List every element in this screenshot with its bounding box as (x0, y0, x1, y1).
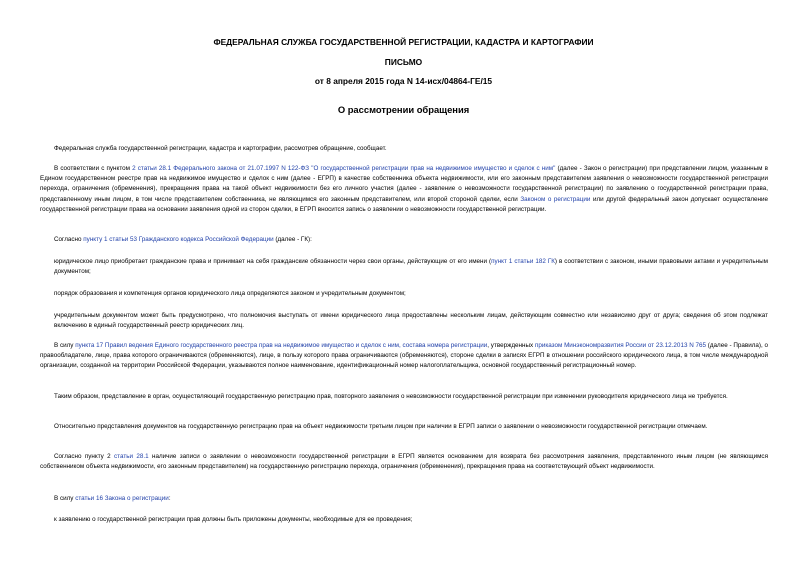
paragraph-10 (40, 452, 768, 472)
text: (далее - ГК): (273, 236, 312, 243)
paragraph-5: порядок образования и компетенция органов юридического лица определяются законом и учредительным документом; (54, 290, 406, 297)
paragraph-12: к заявлению о государственной регистрации прав должны быть приложены документы, необходимые для ее проведения; (54, 516, 413, 523)
paragraph-1: Федеральная служба государственной регистрации, кадастра и картографии, рассмотрев обращение, сообщает. (54, 145, 387, 152)
document-date-number: от 8 апреля 2015 года N 14-исх/04864-ГЕ/15 (314, 76, 493, 86)
civil-code-article-53-link[interactable]: пункту 1 статьи 53 Гражданского кодекса Российской Федерации (83, 236, 274, 243)
text: или другой федеральный закон допускает осуществление государственной регистрации права на основании заявления одной из сторон сделки, в ЕГРП вносится запись о заявлении о невозможности государственной регистрации. (40, 195, 768, 213)
registration-law-link[interactable]: Законом о регистрации (520, 195, 591, 203)
registry-rules-link[interactable]: пункта 17 Правил ведения Единого государственного реестра прав на недвижимое имущество и сделок с ним, состава номера регистрации (75, 342, 488, 349)
civil-code-article-182-link[interactable]: пункт 1 статьи 182 ГК (491, 258, 555, 265)
article-16-link[interactable]: статьи 16 Закона о регистрации (75, 495, 169, 502)
text: Согласно (54, 236, 84, 243)
paragraph-6: учредительным документом может быть предусмотрено, что полномочия выступать от имени юридического лица предоставлены нескольким лицам, действующим совместно или независимо друг от друга; сведения об этом подлежат включению в единый государственный реестр юридических лиц. (54, 312, 768, 330)
text: В соответствии с пунктом (54, 165, 133, 172)
text: В силу (54, 342, 76, 349)
document-subject: О рассмотрении обращения (337, 104, 470, 115)
text: ) в соответствии с законом, иными правовыми актами и учредительным документом; (54, 258, 768, 276)
paragraph-3 (40, 235, 768, 245)
law-122-fz-link[interactable]: 2 статьи 28.1 Федерального закона от 21.07.1997 N 122-ФЗ "О государственной регистрации прав на недвижимое имущество и сделок с ним" (132, 165, 556, 172)
text: наличие записи о заявлении о невозможности государственной регистрации в ЕГРП является основанием для возврата без рассмотрения заявления, представленного иным лицом (не являющимся собственником объекта недвижимости, его законным представителем) на государственную регистрацию перехода, ограничения (обременения), прекращения права на соответствующий объект недвижимости. (40, 453, 768, 471)
text: Согласно пункту 2 (54, 453, 115, 460)
article-28-1-link[interactable]: статьи 28.1 (114, 453, 149, 460)
agency-heading: ФЕДЕРАЛЬНАЯ СЛУЖБА ГОСУДАРСТВЕННОЙ РЕГИСТРАЦИИ, КАДАСТРА И КАРТОГРАФИИ (213, 37, 594, 47)
paragraph-4 (54, 257, 768, 277)
paragraph-11 (40, 494, 768, 504)
ministry-order-link[interactable]: приказом Минэкономразвития России от 23.12.2013 N 765 (534, 342, 707, 349)
text: юридическое лицо приобретает гражданские права и принимает на себя гражданские обязанности через свои органы, действующие от его имени ( (54, 258, 492, 265)
text: : (168, 495, 171, 502)
text: , утвержденных (487, 342, 535, 349)
paragraph-8: Таким образом, представление в орган, осуществляющий государственную регистрацию прав, повторного заявления о невозможности государственной регистрации при изменении руководителя юридического лица не требуется. (54, 393, 728, 400)
text: (далее - Правила), о правообладателе, лице, права которого ограничиваются (обременяются), лице, в пользу которого права ограничиваются (обременяются), стороне сделки в записях ЕГРП в отношении российского юридического лица, в том числе международной организации, созданной на территории Российской Федерации, указываются полное наименование, идентификационный номер налогоплательщика, основной государственный регистрационный номер. (40, 342, 769, 370)
paragraph-7 (40, 341, 768, 372)
text: (далее - Закон о регистрации) при представлении лицом, указанным в Едином государственном реестре прав на недвижимое имущество и сделок с ним (далее - ЕГРП) в качестве собственника объекта недвижимости, или его законным представителем заявления о невозможности государственной регистрации перехода, ограничения (обременения), прекращения права на такой объект недвижимости без его личного участия (далее - заявление о невозможности государственной регистрации) по заявлению о государственной регистрации права, представленному иным лицом, в том числе представителем собственника, не являющимся его законным представителем, или второй стороной сделки, если (40, 165, 768, 203)
document-type: ПИСЬМО (384, 57, 423, 67)
paragraph-2 (40, 164, 768, 215)
text: В силу (54, 495, 76, 502)
paragraph-9: Относительно представления документов на государственную регистрацию прав на объект недвижимости третьим лицом при наличии в ЕГРП записи о заявлении о невозможности государственной регистрации отмечаем. (54, 423, 708, 430)
